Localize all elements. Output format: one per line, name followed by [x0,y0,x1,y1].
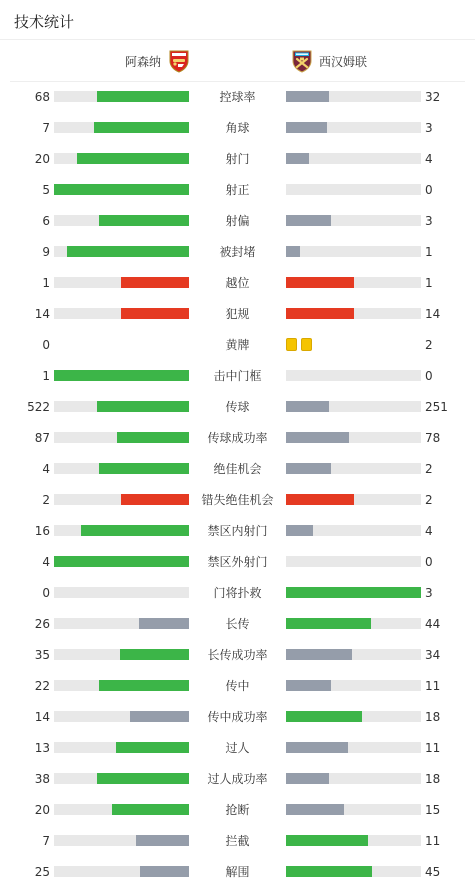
away-value: 15 [425,803,441,817]
stat-label: 过人成功率 [207,772,268,786]
away-bar-track [286,556,421,567]
home-value: 14 [34,307,50,321]
home-bar-track [54,556,189,567]
home-bar-fill [112,804,189,815]
stat-label: 长传成功率 [207,648,268,662]
stat-label: 传球 [225,400,250,414]
away-value: 11 [425,834,441,848]
away-bar-fill [286,742,348,753]
arsenal-crest-icon [167,49,191,73]
stat-row [0,856,475,887]
home-bar-fill [54,556,189,567]
home-value: 4 [42,462,50,476]
away-bar-track [286,494,421,505]
home-bar-track [54,184,189,195]
home-value: 38 [34,772,50,786]
stat-label: 门将扑救 [213,586,262,600]
stat-label: 拦截 [225,834,250,848]
away-bar-track [286,618,421,629]
home-bar-track [54,618,189,629]
away-yellow-cards [286,338,312,351]
stat-label: 越位 [225,276,250,290]
home-value: 20 [34,152,50,166]
away-value: 4 [425,152,433,166]
away-bar-fill [286,680,331,691]
stat-label: 控球率 [219,90,256,104]
home-bar-fill [139,618,189,629]
away-bar-fill [286,525,313,536]
home-bar-track [54,215,189,226]
stat-label: 错失绝佳机会 [201,493,274,507]
stat-row [0,236,475,267]
stat-label: 角球 [225,121,250,135]
stat-row [0,639,475,670]
away-value: 2 [425,462,433,476]
stats-list [0,81,475,887]
away-bar-track [286,804,421,815]
away-bar-track [286,680,421,691]
away-bar-fill [286,432,349,443]
away-bar-track [286,215,421,226]
stat-row [0,298,475,329]
away-value: 1 [425,276,433,290]
home-bar-fill [99,463,189,474]
home-value: 9 [42,245,50,259]
away-bar-track [286,742,421,753]
home-value: 1 [42,369,50,383]
home-value: 7 [42,121,50,135]
away-bar-fill [286,308,354,319]
home-value: 16 [34,524,50,538]
away-bar-fill [286,246,300,257]
away-bar-fill [286,122,327,133]
home-bar-fill [67,246,189,257]
stat-label: 过人 [225,741,250,755]
home-value: 0 [42,338,50,352]
away-bar-track [286,308,421,319]
stat-row [0,453,475,484]
home-bar-fill [77,153,189,164]
away-value: 3 [425,586,433,600]
home-value: 13 [34,741,50,755]
home-bar-fill [140,866,189,877]
away-bar-track [286,277,421,288]
stat-label: 射偏 [225,214,250,228]
home-bar-fill [99,215,189,226]
away-bar-fill [286,401,329,412]
teams-header [10,40,465,82]
away-bar-fill [286,91,329,102]
away-bar-fill [286,649,352,660]
away-bar-track [286,773,421,784]
away-value: 34 [425,648,441,662]
home-bar-track [54,711,189,722]
away-value: 78 [425,431,441,445]
home-value: 35 [34,648,50,662]
home-bar-fill [97,773,189,784]
stat-row [0,391,475,422]
home-bar-fill [97,91,189,102]
home-team[interactable] [125,49,191,73]
home-value: 5 [42,183,50,197]
stat-row [0,484,475,515]
away-team-name: 西汉姆联 [319,54,368,69]
west-ham-crest-icon [290,49,314,73]
page-title: 技术统计 [14,13,75,31]
home-bar-fill [136,835,189,846]
stat-row [0,360,475,391]
stat-row [0,329,475,360]
home-bar-fill [99,680,189,691]
away-bar-fill [286,711,362,722]
away-value: 0 [425,369,433,383]
away-value: 18 [425,772,441,786]
away-value: 2 [425,493,433,507]
home-value: 7 [42,834,50,848]
stat-label: 传中成功率 [207,710,268,724]
away-value: 14 [425,307,441,321]
home-bar-track [54,587,189,598]
away-bar-track [286,866,421,877]
home-bar-track [54,463,189,474]
stat-row [0,267,475,298]
stat-row [0,608,475,639]
home-bar-fill [54,370,189,381]
away-bar-track [286,432,421,443]
stat-row [0,701,475,732]
away-bar-fill [286,618,371,629]
home-bar-fill [130,711,189,722]
home-value: 20 [34,803,50,817]
stat-row [0,794,475,825]
away-bar-track [286,91,421,102]
home-bar-track [54,401,189,412]
home-bar-track [54,804,189,815]
stat-row [0,174,475,205]
home-bar-fill [121,277,189,288]
home-bar-track [54,494,189,505]
home-value: 25 [34,865,50,879]
away-bar-fill [286,835,368,846]
home-value: 14 [34,710,50,724]
away-value: 44 [425,617,441,631]
stat-row [0,422,475,453]
away-bar-fill [286,463,331,474]
home-bar-track [54,122,189,133]
away-value: 11 [425,679,441,693]
away-bar-fill [286,153,309,164]
away-bar-track [286,246,421,257]
home-value: 87 [34,431,50,445]
section-header [0,0,475,40]
home-value: 1 [42,276,50,290]
away-bar-fill [286,277,354,288]
stat-row [0,205,475,236]
home-bar-track [54,91,189,102]
away-value: 4 [425,524,433,538]
home-bar-fill [94,122,189,133]
stat-label: 被封堵 [219,245,256,259]
home-bar-track [54,866,189,877]
stat-label: 击中门框 [213,369,262,383]
home-bar-track [54,525,189,536]
away-bar-track [286,153,421,164]
away-bar-track [286,401,421,412]
home-bar-fill [120,649,189,660]
stat-row [0,577,475,608]
away-bar-fill [286,773,329,784]
stat-label: 绝佳机会 [213,462,262,476]
away-value: 18 [425,710,441,724]
home-bar-fill [116,742,189,753]
home-bar-fill [121,494,189,505]
home-value: 6 [42,214,50,228]
away-value: 32 [425,90,441,104]
stat-label: 传中 [225,679,250,693]
stat-label: 禁区外射门 [207,555,268,569]
home-bar-fill [81,525,189,536]
stat-row [0,143,475,174]
stat-label: 射正 [225,183,250,197]
home-bar-fill [97,401,189,412]
stat-row [0,732,475,763]
stat-label: 传球成功率 [207,431,268,445]
stat-row [0,670,475,701]
home-bar-track [54,835,189,846]
stat-row [0,825,475,856]
home-bar-track [54,153,189,164]
home-bar-track [54,277,189,288]
stat-label: 黄牌 [225,338,250,352]
home-value: 4 [42,555,50,569]
home-bar-track [54,649,189,660]
stat-label: 犯规 [225,307,250,321]
home-value: 0 [42,586,50,600]
home-value: 68 [34,90,50,104]
away-value: 0 [425,555,433,569]
stat-row [0,763,475,794]
home-team-name: 阿森纳 [125,54,162,69]
home-bar-fill [121,308,189,319]
away-bar-track [286,122,421,133]
home-bar-fill [54,184,189,195]
away-bar-track [286,835,421,846]
home-value: 26 [34,617,50,631]
away-value: 45 [425,865,441,879]
home-bar-track [54,246,189,257]
home-value: 522 [27,400,50,414]
away-bar-fill [286,587,421,598]
stat-label: 抢断 [225,803,250,817]
away-bar-track [286,463,421,474]
away-value: 3 [425,121,433,135]
away-bar-track [286,184,421,195]
away-bar-fill [286,215,331,226]
stat-label: 长传 [225,617,250,631]
away-bar-track [286,649,421,660]
stat-label: 禁区内射门 [207,524,268,538]
home-bar-track [54,773,189,784]
away-bar-track [286,587,421,598]
home-bar-track [54,308,189,319]
away-value: 11 [425,741,441,755]
home-bar-fill [117,432,189,443]
away-bar-fill [286,494,354,505]
stat-row [0,81,475,112]
away-value: 2 [425,338,433,352]
yellow-card-icon [301,338,312,351]
home-bar-track [54,680,189,691]
away-team[interactable] [290,49,367,73]
home-bar-track [54,742,189,753]
stat-label: 射门 [225,152,250,166]
home-value: 22 [34,679,50,693]
away-bar-track [286,525,421,536]
away-value: 3 [425,214,433,228]
away-value: 1 [425,245,433,259]
away-value: 0 [425,183,433,197]
stat-row [0,112,475,143]
away-value: 251 [425,400,448,414]
away-bar-track [286,711,421,722]
away-bar-fill [286,866,372,877]
home-value: 2 [42,493,50,507]
stat-row [0,515,475,546]
stat-label: 解围 [225,865,250,879]
home-bar-track [54,432,189,443]
home-bar-track [54,370,189,381]
yellow-card-icon [286,338,297,351]
away-bar-track [286,370,421,381]
stat-row [0,546,475,577]
away-bar-fill [286,804,344,815]
